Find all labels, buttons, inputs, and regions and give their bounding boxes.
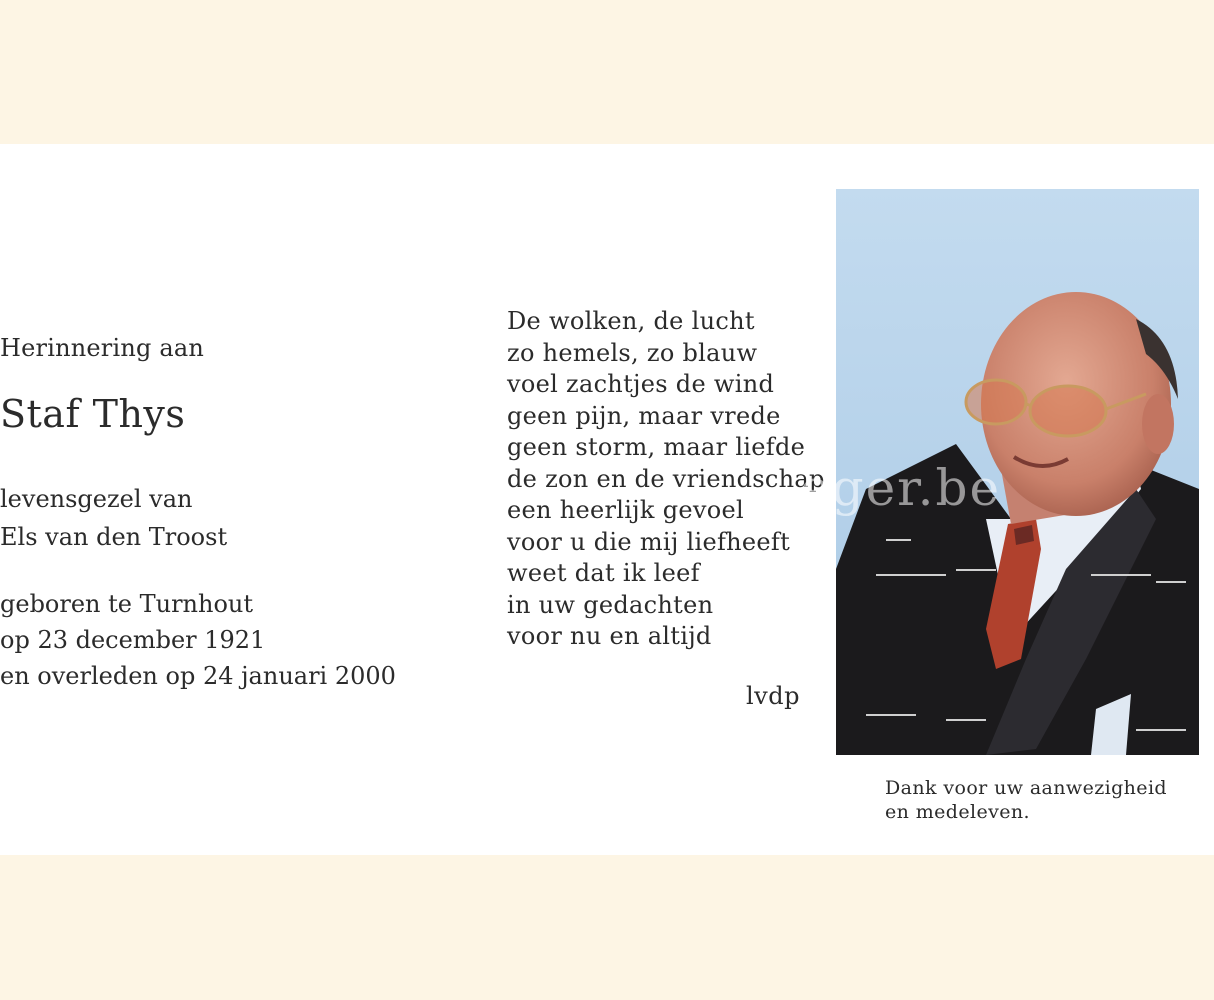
death-date: en overleden op 24 januari 2000 [0,662,396,690]
thanks-line: Dank voor uw aanwezigheid [885,777,1167,799]
poem-line: in uw gedachten [507,590,714,619]
partner-name: Els van den Troost [0,523,228,551]
birth-date: op 23 december 1921 [0,626,266,654]
deceased-name: Staf Thys [0,392,186,436]
poem-line: voor u die mij liefheeft [507,527,791,556]
thanks-line: en medeleven. [885,801,1030,823]
poem-line: voel zachtjes de wind [507,370,775,398]
life-dates-block [0,586,396,694]
partner-block [0,480,390,556]
memorial-card [0,144,1214,855]
poem-line: geen storm, maar liefde [507,433,806,461]
poem-line: De wolken, de lucht [507,307,755,335]
intro-text: Herinnering aan [0,334,205,362]
watermark-text: eger.be [800,459,1002,517]
poem-line: de zon en de vriendschap [507,464,825,493]
poem-line: voor nu en altijd [507,622,712,650]
partner-line: levensgezel van [0,485,193,513]
thanks-text [885,776,1167,824]
poem-line: weet dat ik leef [507,559,700,587]
poem-line: geen pijn, maar vrede [507,401,781,430]
birth-place: geboren te Turnhout [0,590,254,618]
poem-line: een heerlijk gevoel [507,496,744,524]
poem-author: lvdp [746,682,800,710]
poem-line: zo hemels, zo blauw [507,338,758,367]
poem [507,306,825,653]
